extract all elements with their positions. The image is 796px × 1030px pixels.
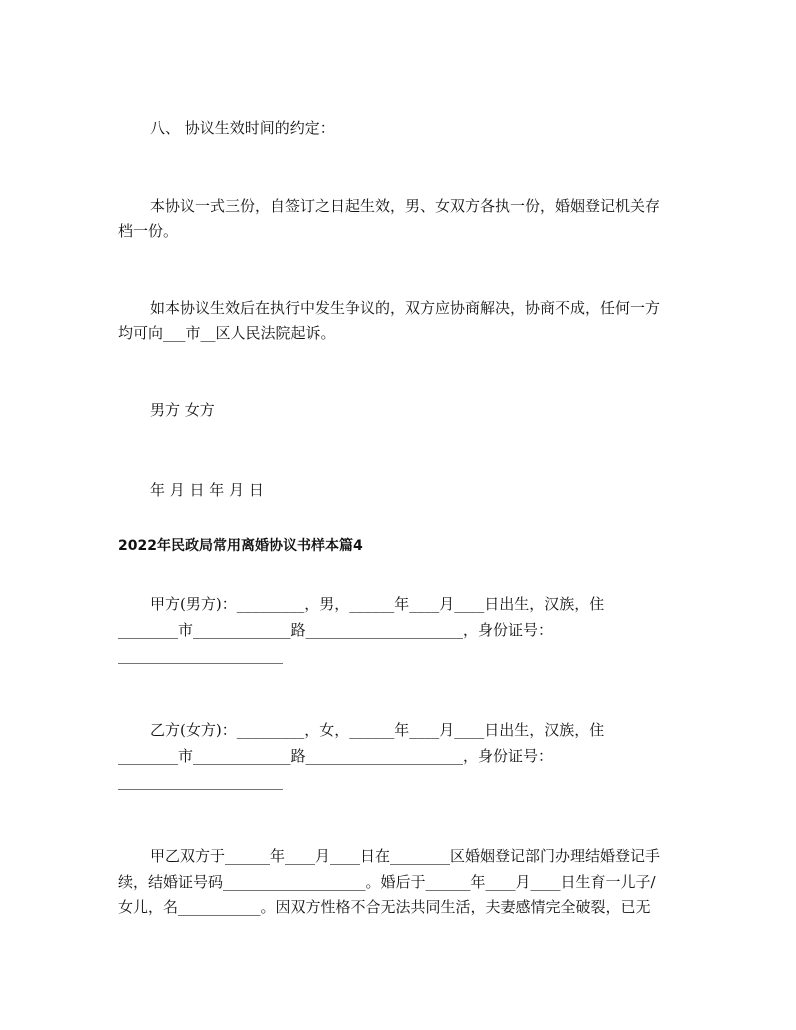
paragraph-1-line-2: 档一份。 <box>118 222 179 240</box>
signature-dates: 年 月 日 年 月 日 <box>150 481 264 499</box>
party-b-line-1: 乙方(女方)：_________，女，______年____月____日出生，汉族，住 <box>150 721 605 739</box>
marriage-line-1: 甲乙双方于______年____月____日在________区婚姻登记部门办理结婚登记手 <box>150 847 661 865</box>
signature-parties: 男方 女方 <box>150 401 215 419</box>
party-a-line-3: ______________________ <box>118 646 283 664</box>
paragraph-1-line-1: 本协议一式三份，自签订之日起生效，男、女双方各执一份，婚姻登记机关存 <box>150 197 661 215</box>
article-4-title: 2022年民政局常用离婚协议书样本篇4 <box>118 538 363 554</box>
party-b-line-2: ________市_____________路_____________________，身份证号： <box>118 747 554 765</box>
party-b-line-3: ______________________ <box>118 772 283 790</box>
section-8-heading: 八、 协议生效时间的约定： <box>150 119 335 137</box>
party-a-line-1: 甲方(男方)：_________，男，______年____月____日出生，汉族，住 <box>150 595 605 613</box>
party-a-line-2: ________市_____________路_____________________，身份证号： <box>118 621 554 639</box>
marriage-line-2: 续，结婚证号码___________________。婚后于______年____月____日生育一儿子/ <box>118 873 656 891</box>
marriage-line-3: 女儿，名___________。因双方性格不合无法共同生活，夫妻感情完全破裂，已无 <box>118 898 651 916</box>
paragraph-2-line-1: 如本协议生效后在执行中发生争议的，双方应协商解决，协商不成，任何一方 <box>150 299 661 317</box>
paragraph-2-line-2: 均可向___市__区人民法院起诉。 <box>118 324 336 342</box>
